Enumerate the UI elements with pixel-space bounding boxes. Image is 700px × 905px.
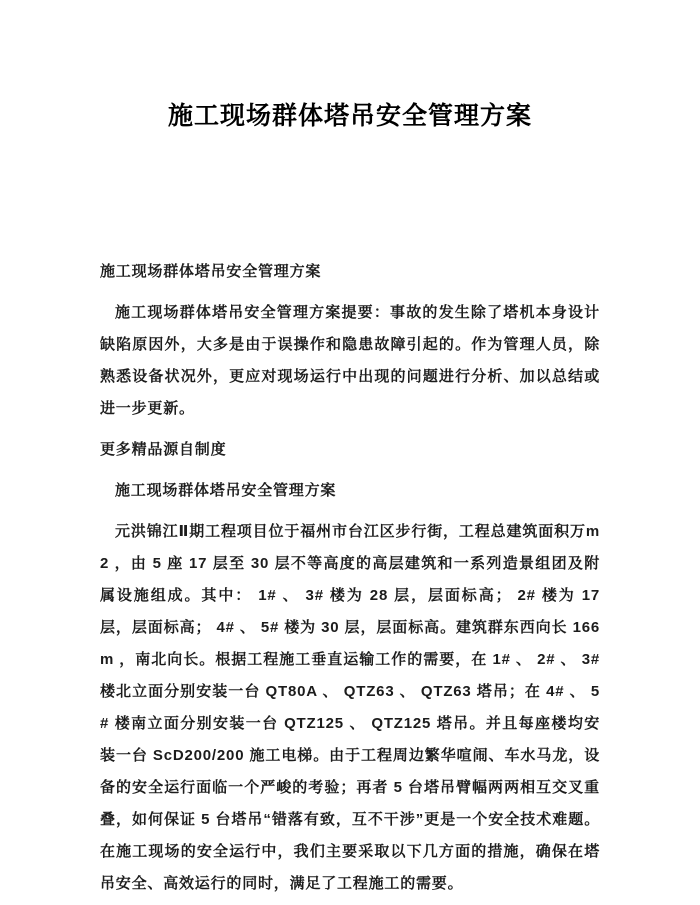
paragraph-subtitle-repeat: 施工现场群体塔吊安全管理方案	[115, 482, 337, 499]
paragraph-project-overview: 元洪锦江Ⅱ期工程项目位于福州市台江区步行街，工程总建筑面积万m2 ，由 5 座 17 层至 30 层不等高度的高层建筑和一系列造景组团及附属设施组成。其中： 1# 、 3# 楼为 28 层，层面标高； 2# 楼为 17 层，层面标高； 4# 、 5# 楼为 30 层，层面标高。建筑群东西向长 166m ，南北向长。根据工程施工垂直运输工作的需要，在 1# 、 2# 、 3# 楼北立面分别安装一台 QT80A 、 QTZ63 、 QTZ63 塔吊；在 4# 、 5# 楼南立面分别安装一台 QTZ125 、 QTZ125 塔吊。并且每座楼均安装一台 ScD200/200 施工电梯。由于工程周边繁华喧闹、车水马龙，设备的安全运行面临一个严峻的考验；再者 5 台塔吊臂幅两两相互交叉重叠，如何保证 5 台塔吊“错落有致，互不干涉”更是一个安全技术难题。在施工现场的安全运行中，我们主要采取以下几方面的措施，确保在塔吊安全、高效运行的同时，满足了工程施工的需要。	[100, 523, 600, 892]
paragraph-subtitle: 施工现场群体塔吊安全管理方案	[100, 263, 322, 280]
document-body	[100, 256, 600, 900]
paragraph-summary: 施工现场群体塔吊安全管理方案提要：事故的发生除了塔机本身设计缺陷原因外，大多是由于误操作和隐患故障引起的。作为管理人员，除熟悉设备状况外，更应对现场运行中出现的问题进行分析、加以总结或进一步更新。	[100, 304, 600, 417]
document-title: 施工现场群体塔吊安全管理方案	[167, 102, 532, 130]
paragraph-source-note: 更多精品源自制度	[100, 441, 227, 458]
